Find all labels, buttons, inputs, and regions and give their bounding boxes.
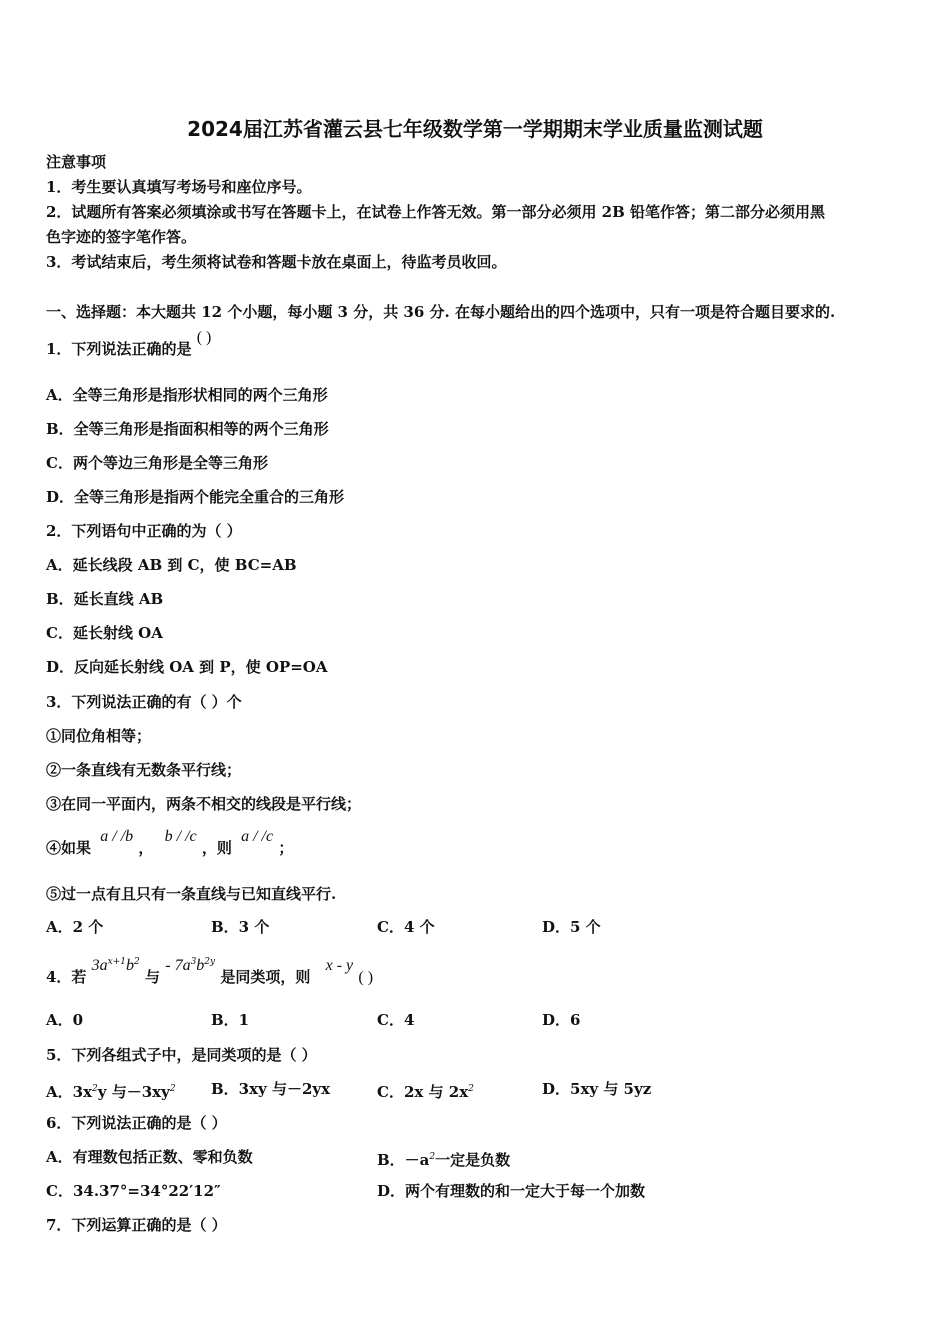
notice-heading: 注意事项 bbox=[46, 153, 107, 171]
q3-option-a: A．2 个 bbox=[46, 918, 104, 936]
q3-option-d: D．5 个 bbox=[542, 918, 601, 936]
q3-s4-math-1: a / /b bbox=[100, 828, 134, 845]
q2-option-a: A．延长线段 AB 到 C，使 BC=AB bbox=[46, 556, 297, 574]
q1-option-b: B．全等三角形是指面积相等的两个三角形 bbox=[46, 420, 329, 438]
q3-s4-end: ； bbox=[278, 839, 294, 857]
q5-option-a bbox=[46, 1079, 176, 1102]
q5-a-sup-2: 2 bbox=[169, 1084, 176, 1094]
q6-b-post: 一定是负数 bbox=[435, 1151, 511, 1169]
q4-option-b: B．1 bbox=[211, 1011, 250, 1029]
q3-statement-3: ③在同一平面内，两条不相交的线段是平行线； bbox=[46, 795, 362, 813]
q4-term-1-bexp: 2 bbox=[134, 957, 140, 967]
q3-statement-2: ②一条直线有无数条平行线； bbox=[46, 761, 242, 779]
q4-term-2-base: - 7a bbox=[165, 957, 191, 974]
q3-s4-prefix: ④如果 bbox=[46, 839, 92, 857]
q3-statement-1: ①同位角相等； bbox=[46, 727, 152, 745]
q4-option-a: A．0 bbox=[46, 1011, 84, 1029]
q1-option-c: C．两个等边三角形是全等三角形 bbox=[46, 454, 268, 472]
question-5-stem: 5．下列各组式子中，是同类项的是（ ） bbox=[46, 1046, 317, 1064]
q6-option-a: A．有理数包括正数、零和负数 bbox=[46, 1148, 253, 1166]
q2-option-d: D．反向延长射线 OA 到 P，使 OP=OA bbox=[46, 658, 328, 676]
q3-s4-math-2: b / /c bbox=[164, 828, 197, 845]
q3-option-c: C．4 个 bbox=[377, 918, 435, 936]
q5-c-pre: C．2x 与 2x bbox=[377, 1083, 469, 1101]
q5-a-post: y 与－3xy bbox=[97, 1083, 170, 1101]
question-2-stem: 2．下列语句中正确的为（ ） bbox=[46, 522, 242, 540]
q3-statement-5: ⑤过一点有且只有一条直线与已知直线平行. bbox=[46, 885, 337, 903]
q2-option-c: C．延长射线 OA bbox=[46, 624, 163, 642]
q1-answer-paren: ( ) bbox=[196, 329, 212, 346]
page-title: 2024届江苏省灌云县七年级数学第一学期期末学业质量监测试题 bbox=[187, 117, 763, 141]
question-7-stem: 7．下列运算正确的是（ ） bbox=[46, 1216, 227, 1234]
q4-answer-paren: ( ) bbox=[358, 969, 374, 986]
q5-option-c bbox=[377, 1079, 474, 1102]
q3-option-b: B．3 个 bbox=[211, 918, 270, 936]
question-1-stem bbox=[46, 329, 212, 360]
q4-term-1-base: 3a bbox=[91, 957, 108, 974]
q4-term-2-bexp: 2y bbox=[204, 957, 216, 967]
q6-option-b bbox=[377, 1147, 510, 1170]
q4-term-1-exp: x+1 bbox=[107, 957, 127, 967]
q6-b-pre: B．－a bbox=[377, 1151, 430, 1169]
notice-item-2-cont: 色字迹的签字笔作答。 bbox=[46, 228, 197, 246]
notice-item-1: 1．考生要认真填写考场号和座位序号。 bbox=[46, 178, 312, 196]
notice-item-2: 2．试题所有答案必须填涂或书写在答题卡上，在试卷上作答无效。第一部分必须用 2B 铅笔作答；第二部分必须用黑 bbox=[46, 203, 826, 221]
q5-a-sup: 2 bbox=[92, 1084, 98, 1094]
q4-term-2 bbox=[165, 956, 220, 974]
q3-s4-sep-2: ，则 bbox=[201, 839, 232, 857]
q4-term-1 bbox=[92, 956, 145, 974]
q5-option-d: D．5xy 与 5yz bbox=[542, 1080, 652, 1098]
q4-expression: x - y bbox=[325, 957, 354, 974]
q3-s4-sep-1: ， bbox=[138, 839, 154, 857]
notice-item-3: 3．考试结束后，考生须将试卷和答题卡放在桌面上，待监考员收回。 bbox=[46, 253, 507, 271]
question-6-stem: 6．下列说法正确的是（ ） bbox=[46, 1114, 227, 1132]
section-heading: 一、选择题：本大题共 12 个小题，每小题 3 分，共 36 分. 在每小题给出的四个选项中，只有一项是符合题目要求的. bbox=[46, 303, 836, 321]
question-3-stem: 3．下列说法正确的有（ ）个 bbox=[46, 693, 242, 711]
q4-prefix: 4．若 bbox=[46, 968, 87, 986]
q4-term-1-b: b bbox=[126, 957, 135, 974]
q6-option-c: C．34.37°=34°22′12″ bbox=[46, 1182, 221, 1200]
q5-option-b: B．3xy 与－2yx bbox=[211, 1080, 331, 1098]
q1-option-a: A．全等三角形是指形状相同的两个三角形 bbox=[46, 386, 328, 404]
q1-stem-text: 1．下列说法正确的是 bbox=[46, 340, 192, 358]
q1-option-d: D．全等三角形是指两个能完全重合的三角形 bbox=[46, 488, 345, 506]
q4-term-2-exp: 3 bbox=[190, 957, 197, 967]
q4-option-d: D．6 bbox=[542, 1011, 581, 1029]
q6-b-sup: 2 bbox=[429, 1152, 436, 1162]
q4-option-c: C．4 bbox=[377, 1011, 415, 1029]
q4-mid: 与 bbox=[144, 968, 160, 986]
q4-term-2-b: b bbox=[196, 957, 205, 974]
q2-option-b: B．延长直线 AB bbox=[46, 590, 164, 608]
q4-after: 是同类项，则 bbox=[220, 968, 311, 986]
q3-s4-math-3: a / /c bbox=[241, 828, 274, 845]
q5-a-pre: A．3x bbox=[46, 1083, 93, 1101]
q6-option-d: D．两个有理数的和一定大于每一个加数 bbox=[377, 1182, 646, 1200]
question-4-stem bbox=[46, 957, 374, 988]
q5-c-sup: 2 bbox=[468, 1084, 474, 1094]
q3-statement-4 bbox=[46, 828, 294, 859]
